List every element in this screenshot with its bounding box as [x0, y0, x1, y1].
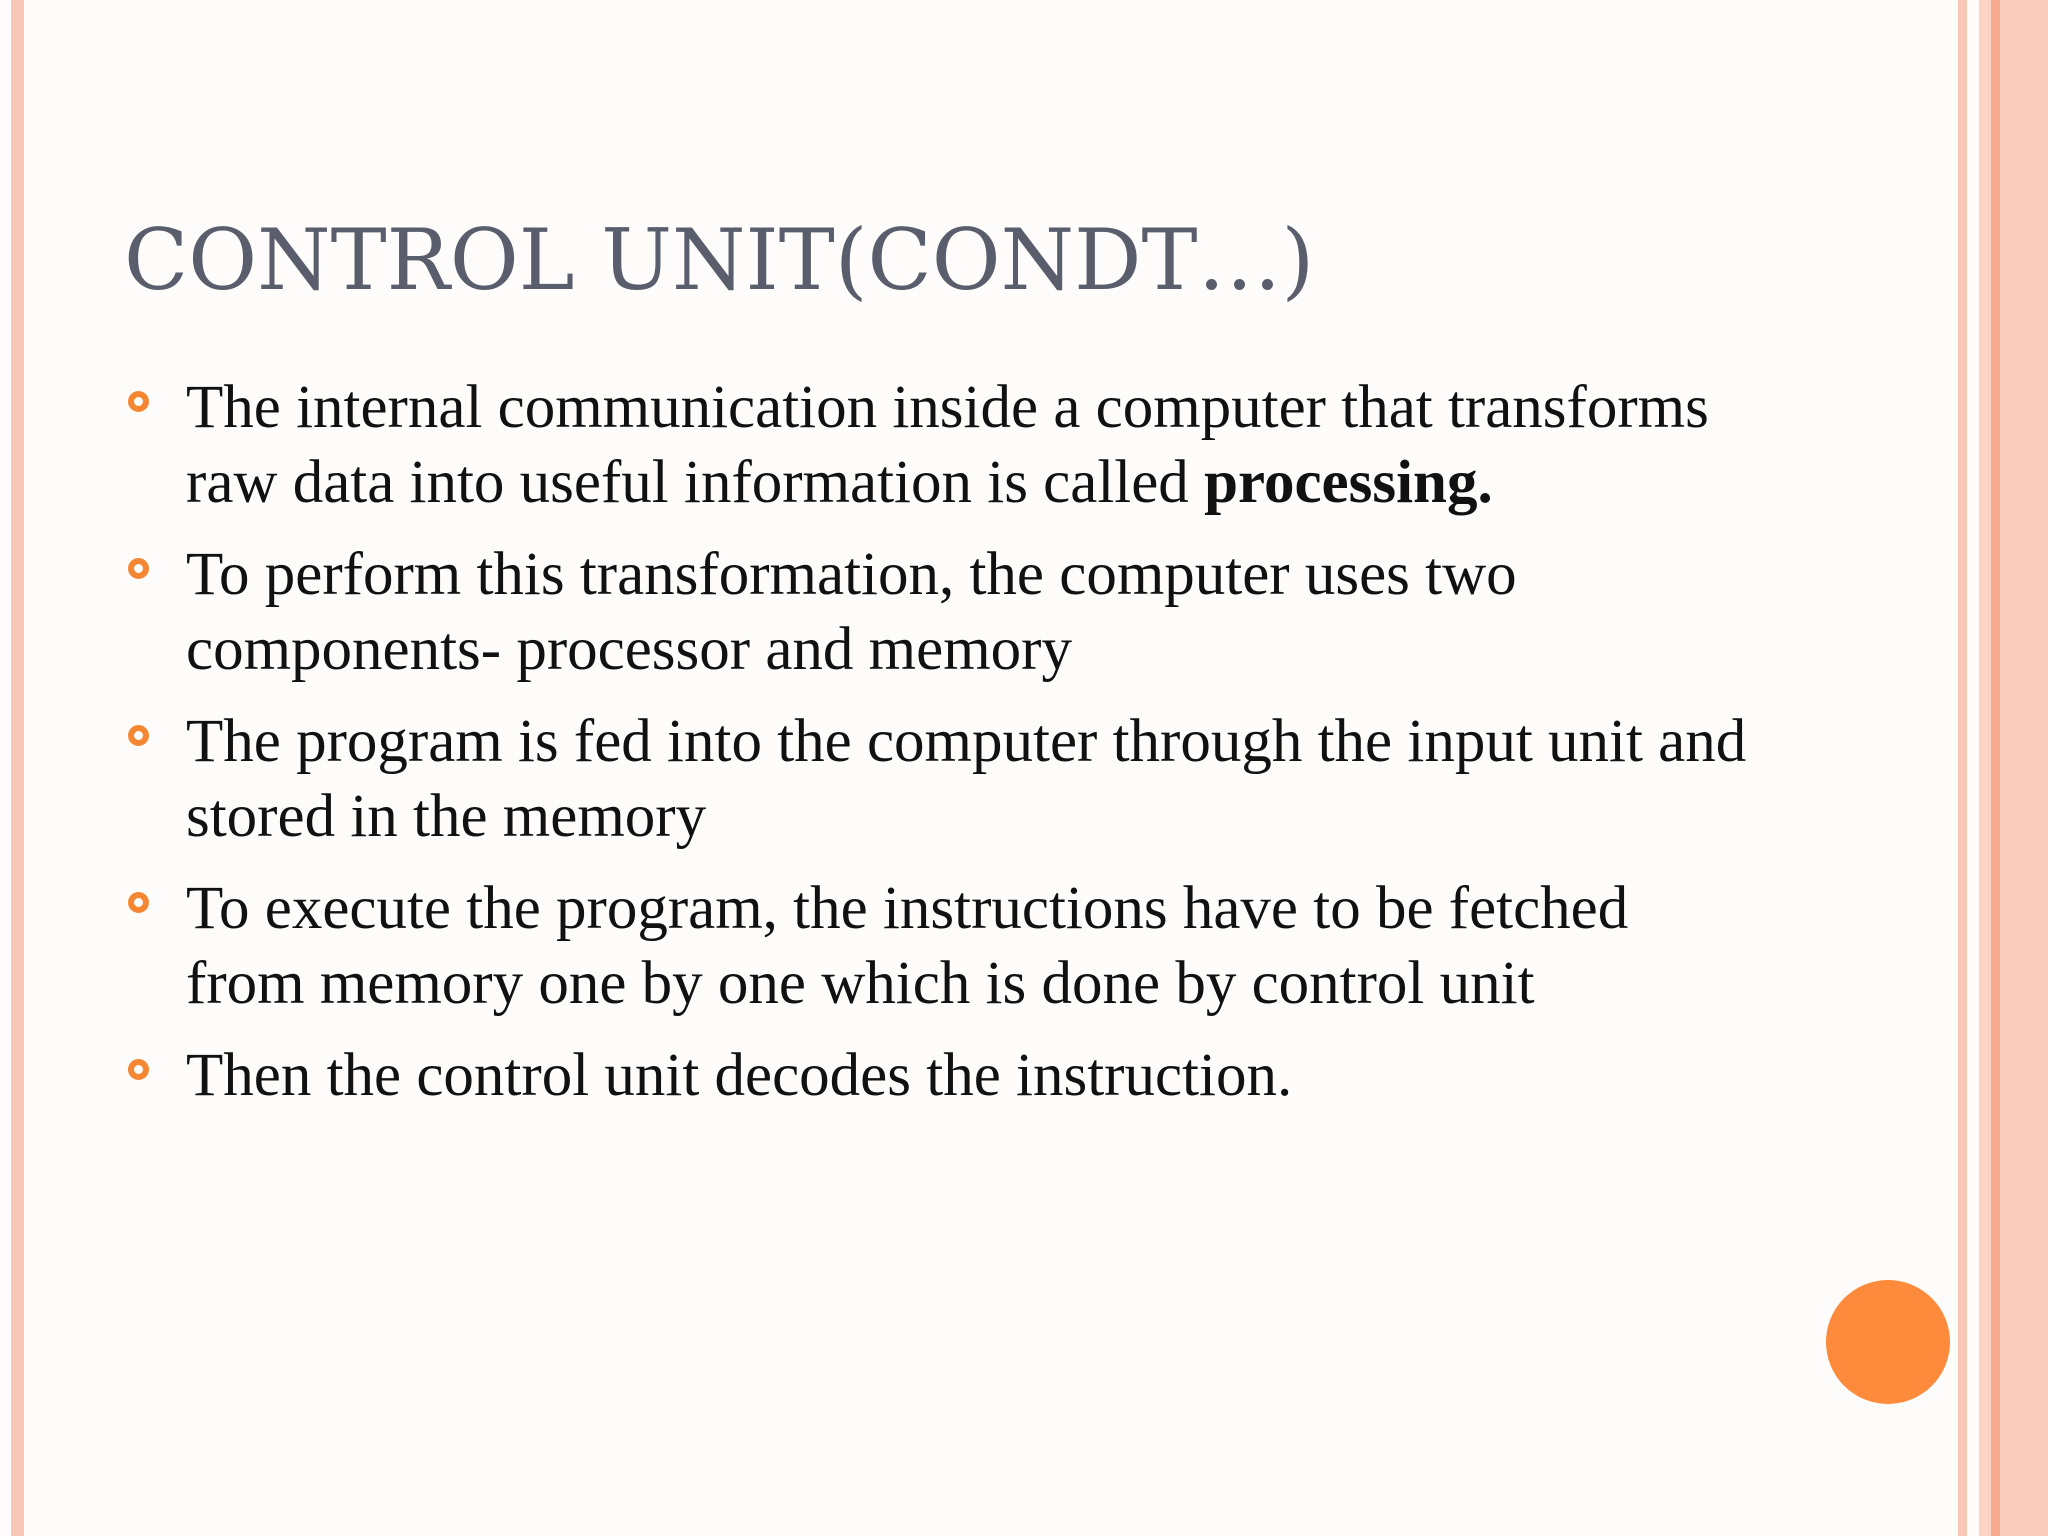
bullet-item	[128, 1038, 1748, 1113]
bullet-text: The internal communication inside a computer that transforms raw data into useful information is called	[186, 374, 1709, 516]
bullet-text: To execute the program, the instructions have to be fetched from memory one by one which is done by control unit	[186, 875, 1629, 1017]
ring-bullet-icon	[128, 1059, 149, 1080]
bullet-bold-text: processing.	[1204, 449, 1493, 516]
ring-bullet-icon	[128, 725, 149, 746]
bullet-text: The program is fed into the computer through the input unit and stored in the memory	[186, 708, 1747, 850]
right-decorative-stripe-3	[1991, 0, 2000, 1536]
right-decorative-stripe-1	[1958, 0, 1967, 1536]
bullet-text: Then the control unit decodes the instruction.	[186, 1042, 1293, 1109]
ring-bullet-icon	[128, 892, 149, 913]
bullet-list	[128, 370, 1748, 1130]
left-decorative-stripe	[11, 0, 24, 1536]
circle-decoration-icon	[1826, 1280, 1950, 1404]
bullet-item	[128, 871, 1748, 1021]
bullet-item	[128, 704, 1748, 854]
right-decorative-stripe-2	[1979, 0, 1991, 1536]
right-decorative-stripe-4	[2000, 0, 2048, 1536]
bullet-text: To perform this transformation, the computer uses two components- processor and memory	[186, 541, 1517, 683]
bullet-item	[128, 537, 1748, 687]
bullet-item	[128, 370, 1748, 520]
ring-bullet-icon	[128, 391, 149, 412]
ring-bullet-icon	[128, 558, 149, 579]
slide-title: CONTROL UNIT(CONDT…)	[124, 211, 1315, 309]
